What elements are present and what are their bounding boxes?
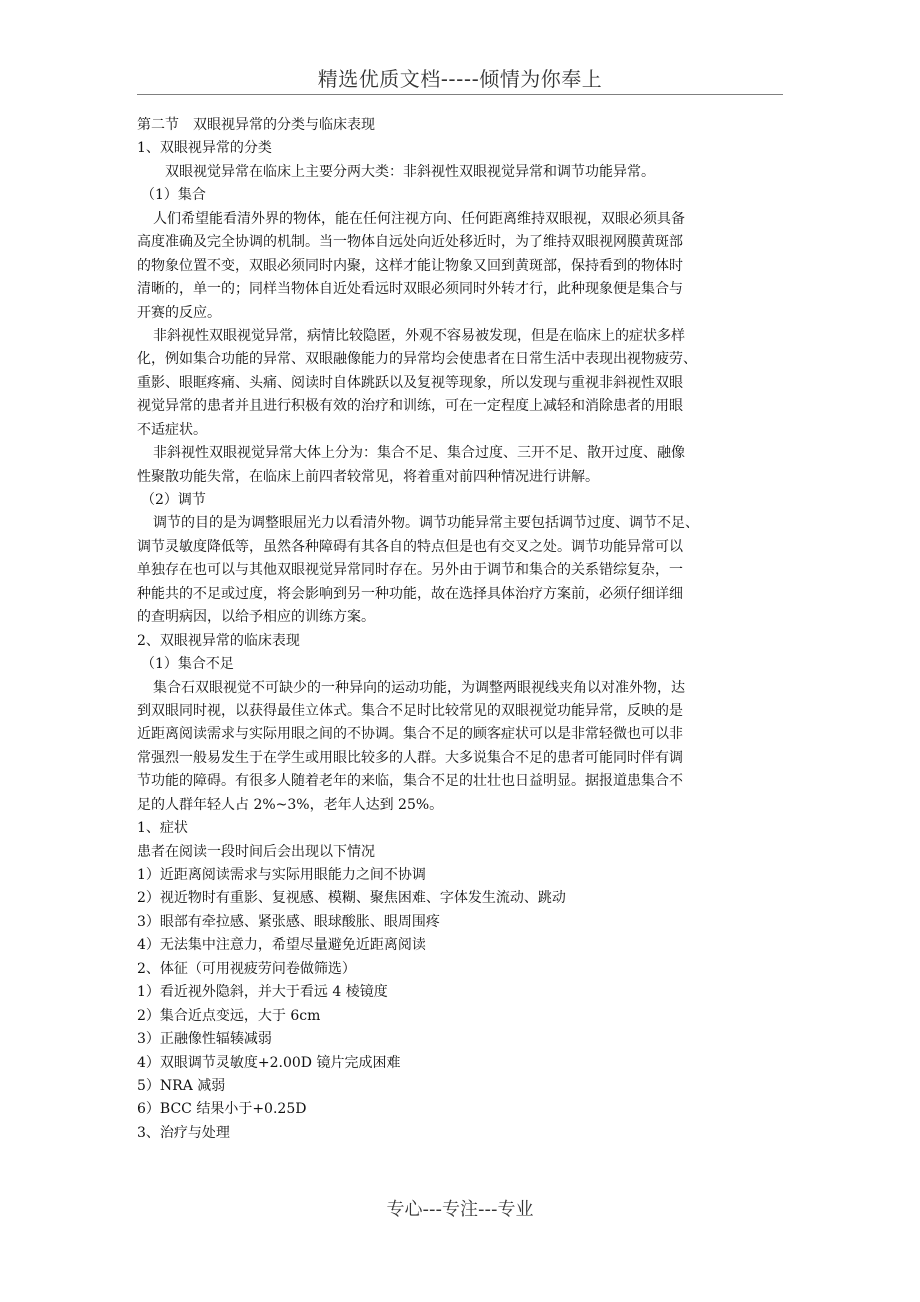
paragraph-line: 患者在阅读一段时间后会出现以下情况 — [137, 843, 375, 860]
list-item: 4）双眼调节灵敏度+2.00D 镜片完成困难 — [137, 1054, 401, 1071]
list-item: 1）近距离阅读需求与实际用眼能力之间不协调 — [137, 867, 426, 883]
paragraph-line: 近距离阅读需求与实际用眼之间的不协调。集合不足的顾客症状可以是非常轻微也可以非 — [137, 726, 683, 743]
paragraph-line: 足的人群年轻人占 2%~3%，老年人达到 25%。 — [137, 796, 444, 813]
list-item: 1）看近视外隐斜，并大于看远 4 棱镜度 — [137, 984, 388, 1001]
subheading-convergence-insufficiency: （1）集合不足 — [141, 656, 234, 673]
list-item: 2）视近物时有重影、复视感、模糊、聚焦困难、字体发生流动、跳动 — [137, 890, 566, 907]
heading-clinical-manifestations: 2、双眼视异常的临床表现 — [137, 632, 300, 649]
paragraph-line: 集合石双眼视觉不可缺少的一种异向的运动功能，为调整两眼视线夹角以对准外物，达 — [153, 679, 685, 696]
paragraph-line: 节功能的障碍。有很多人随着老年的来临，集合不足的壮壮也日益明显。据报道患集合不 — [137, 773, 683, 790]
document-body — [137, 114, 783, 1145]
paragraph-line: 调节的目的是为调整眼屈光力以看清外物。调节功能异常主要包括调节过度、调节不足、 — [153, 515, 699, 532]
paragraph-line: 种能共的不足或过度，将会影响到另一种功能，故在选择具体治疗方案前，必须仔细详细 — [137, 585, 683, 602]
section-title: 第二节 双眼视异常的分类与临床表现 — [137, 117, 375, 133]
page-footer: 专心---专注---专业 — [386, 1199, 534, 1220]
list-item: 3）眼部有牵拉感、紧张感、眼球酸胀、眼周围疼 — [137, 913, 440, 930]
header-divider — [137, 94, 783, 95]
paragraph-line: 化，例如集合功能的异常、双眼融像能力的异常均会使患者在日常生活中表现出视物疲劳、 — [137, 351, 697, 368]
paragraph-line: 调节灵敏度降低等，虽然各种障碍有其各自的特点但是也有交叉之处。调节功能异常可以 — [137, 538, 683, 555]
list-item: 4）无法集中注意力，希望尽量避免近距离阅读 — [137, 937, 426, 954]
subheading-accommodation: （2）调节 — [141, 492, 206, 508]
list-item: 6）BCC 结果小于+0.25D — [137, 1101, 307, 1118]
paragraph-line: 常强烈一般易发生于在学生或用眼比较多的人群。大多说集合不足的患者可能同时伴有调 — [137, 749, 683, 766]
paragraph-line: 单独存在也可以与其他双眼视觉异常同时存在。另外由于调节和集合的关系错综复杂，一 — [137, 562, 683, 579]
paragraph-line: 视觉异常的患者并且进行积极有效的治疗和训练，可在一定程度上减轻和消除患者的用眼 — [137, 398, 683, 415]
paragraph-line: 双眼视觉异常在临床上主要分两大类：非斜视性双眼视觉异常和调节功能异常。 — [165, 163, 655, 180]
paragraph-line: 高度准确及完全协调的机制。当一物体自远处向近处移近时，为了维持双眼视网膜黄斑部 — [137, 234, 683, 251]
paragraph-line: 的物象位置不变，双眼必须同时内聚，这样才能让物象又回到黄斑部，保持看到的物体时 — [137, 257, 683, 274]
paragraph-line: 不适症状。 — [137, 421, 207, 438]
paragraph-line: 到双眼同时视，以获得最佳立体式。集合不足时比较常见的双眼视觉功能异常，反映的是 — [137, 702, 683, 719]
heading-treatment: 3、治疗与处理 — [137, 1124, 230, 1141]
paragraph-line: 非斜视性双眼视觉异常大体上分为：集合不足、集合过度、三开不足、散开过度、融像 — [153, 445, 685, 462]
heading-signs: 2、体征（可用视疲劳问卷做筛选） — [137, 960, 356, 977]
list-item: 2）集合近点变远，大于 6cm — [137, 1007, 321, 1024]
list-item: 5）NRA 减弱 — [137, 1077, 226, 1094]
paragraph-line: 开赛的反应。 — [137, 304, 221, 321]
heading-classification: 1、双眼视异常的分类 — [137, 140, 272, 157]
page-header: 精选优质文档-----倾情为你奉上 — [317, 67, 603, 91]
paragraph-line: 重影、眼眶疼痛、头痛、阅读时自体跳跃以及复视等现象，所以发现与重视非斜视性双眼 — [137, 374, 683, 391]
list-item: 3）正融像性辐辏减弱 — [137, 1031, 272, 1048]
subheading-convergence: （1）集合 — [141, 187, 206, 204]
paragraph-line: 性聚散功能失常，在临床上前四者较常见，将着重对前四种情况进行讲解。 — [137, 468, 599, 485]
heading-symptoms: 1、症状 — [137, 820, 188, 837]
paragraph-line: 的查明病因，以给予相应的训练方案。 — [137, 609, 375, 626]
paragraph-line: 清晰的，单一的；同样当物体自近处看远时双眼必须同时外转才行，此种现象便是集合与 — [137, 281, 683, 298]
paragraph-line: 非斜视性双眼视觉异常，病情比较隐匿，外观不容易被发现，但是在临床上的症状多样 — [153, 327, 685, 344]
paragraph-line: 人们希望能看清外界的物体，能在任何注视方向、任何距离维持双眼视，双眼必须具备 — [153, 210, 685, 227]
